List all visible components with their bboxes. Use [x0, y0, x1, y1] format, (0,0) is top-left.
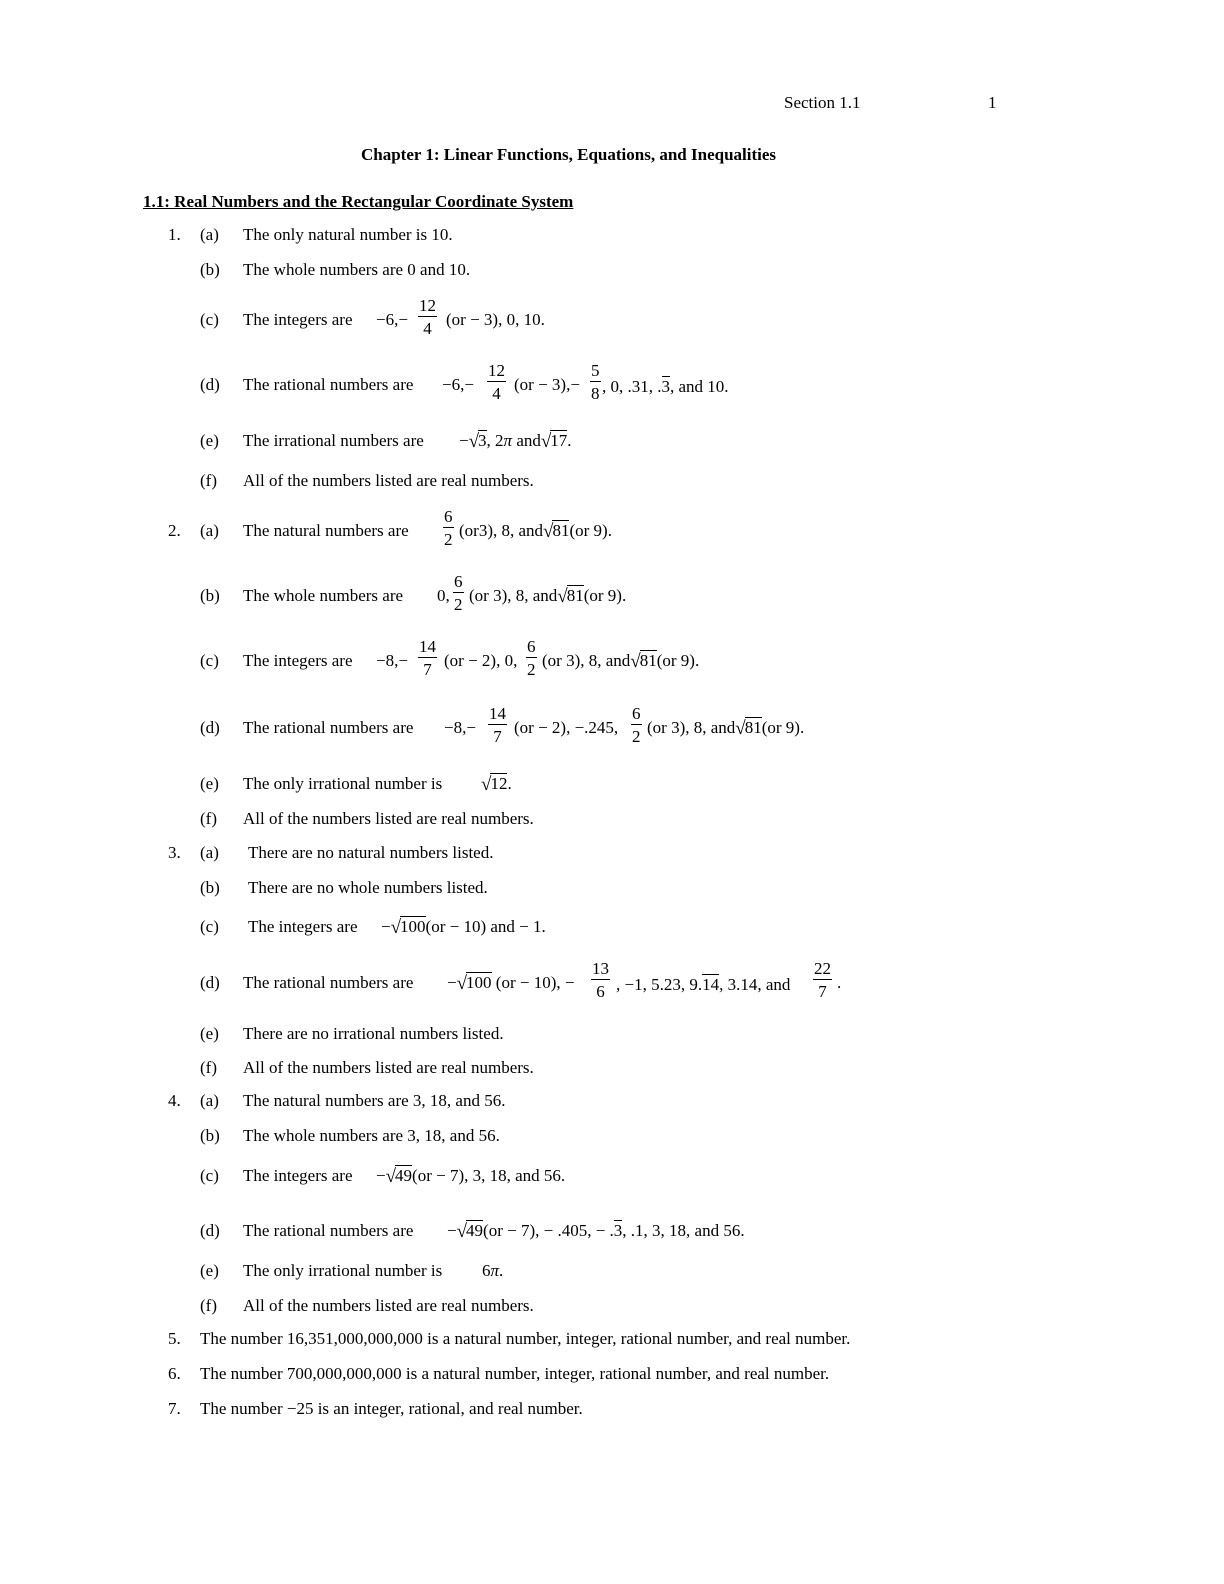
answer-lead: The irrational numbers are — [243, 431, 424, 450]
fraction-numerator: 22 — [814, 959, 831, 978]
fraction-denominator: 4 — [487, 381, 506, 402]
fraction-denominator: 6 — [591, 979, 610, 1000]
answer-text: The only natural number is 10. — [243, 225, 453, 244]
fraction — [813, 960, 832, 1000]
answer-text: The natural numbers are 3, 18, and 56. — [243, 1091, 506, 1110]
answer-text: All of the numbers listed are real numbers. — [243, 809, 534, 828]
answer-lead: The integers are — [243, 1166, 353, 1185]
part-label: (b) — [200, 1126, 220, 1145]
answer-lead: The rational numbers are — [243, 718, 414, 737]
square-root: √81 — [735, 718, 762, 739]
fraction — [526, 638, 537, 678]
answer-lead: The rational numbers are — [243, 1221, 414, 1240]
answer-text: There are no whole numbers listed. — [248, 878, 488, 897]
problem-number: 6. — [168, 1364, 181, 1383]
math-expression: √12. — [481, 774, 512, 795]
part-label: (f) — [200, 1296, 217, 1315]
part-label: (c) — [200, 651, 219, 670]
square-root: √49 — [456, 1221, 484, 1242]
fraction-numerator: 13 — [592, 959, 609, 978]
math-expression: −√49(or − 7), − .405, − .3, .1, 3, 18, and 56. — [447, 1221, 745, 1242]
math-text: 0, — [437, 586, 450, 605]
part-label: (a) — [200, 521, 219, 540]
fraction-denominator: 2 — [443, 527, 454, 548]
part-label: (f) — [200, 471, 217, 490]
answer-text: All of the numbers listed are real numbers. — [243, 1296, 534, 1315]
problem-number: 2. — [168, 521, 181, 540]
math-text: (or − 2), −.245, — [514, 718, 619, 737]
fraction — [631, 705, 642, 745]
part-label: (d) — [200, 973, 220, 992]
fraction-numerator: 14 — [489, 704, 506, 723]
answer-lead: The integers are — [243, 310, 353, 329]
math-expression: (or3), 8, and√81(or 9). — [459, 521, 612, 542]
problem-6-text: The number 700,000,000,000 is a natural number, integer, rational number, and real number. — [200, 1364, 830, 1383]
part-label: (c) — [200, 1166, 219, 1185]
answer-lead: The only irrational number is — [243, 774, 443, 793]
square-root: √17 — [540, 431, 568, 452]
math-text: −6,− — [442, 375, 474, 394]
problem-7-text: The number −25 is an integer, rational, and real number. — [200, 1399, 583, 1418]
part-label: (b) — [200, 260, 220, 279]
fraction — [590, 362, 601, 402]
square-root: √81 — [557, 586, 584, 607]
fraction-numerator: 5 — [591, 361, 600, 380]
answer-lead: The rational numbers are — [243, 375, 414, 394]
fraction — [443, 508, 454, 548]
part-label: (d) — [200, 1221, 220, 1240]
part-label: (a) — [200, 225, 219, 244]
part-label: (c) — [200, 310, 219, 329]
fraction-denominator: 2 — [526, 657, 537, 678]
section-title: 1.1: Real Numbers and the Rectangular Coordinate System — [143, 192, 574, 211]
answer-text: The whole numbers are 0 and 10. — [243, 260, 471, 279]
repeating-bar: 3 — [661, 377, 670, 396]
answer-text: There are no natural numbers listed. — [248, 843, 494, 862]
fraction-denominator: 7 — [488, 724, 507, 745]
fraction-numerator: 6 — [454, 572, 463, 591]
answer-text: All of the numbers listed are real numbers. — [243, 1058, 534, 1077]
fraction-denominator: 8 — [590, 381, 601, 402]
math-expression: −√100(or − 10) and − 1. — [381, 917, 546, 938]
math-text: −8,− — [376, 651, 408, 670]
answer-lead: The integers are — [248, 917, 358, 936]
math-expression: −√3, 2π and√17. — [459, 431, 572, 452]
running-header-section: Section 1.1 — [784, 93, 861, 112]
fraction-numerator: 6 — [527, 637, 536, 656]
math-text: . — [837, 973, 842, 992]
fraction-denominator: 7 — [418, 657, 437, 678]
math-text: (or − 3), 0, 10. — [446, 310, 545, 329]
answer-lead: The only irrational number is — [243, 1261, 443, 1280]
part-label: (d) — [200, 375, 220, 394]
math-text: (or − 3),− — [514, 375, 580, 394]
part-label: (c) — [200, 917, 219, 936]
math-text: −6,− — [376, 310, 408, 329]
square-root: √100 — [390, 917, 426, 938]
square-root: √3 — [468, 431, 487, 452]
math-expression: (or 3), 8, and√81(or 9). — [469, 586, 627, 607]
part-label: (b) — [200, 586, 220, 605]
square-root: √49 — [385, 1166, 413, 1187]
square-root: √100 — [456, 973, 492, 994]
square-root: √12 — [481, 774, 508, 795]
fraction — [418, 638, 437, 678]
fraction — [453, 573, 464, 613]
fraction-denominator: 2 — [453, 592, 464, 613]
fraction — [487, 362, 506, 402]
math-expression: (or 3), 8, and√81(or 9). — [647, 718, 805, 739]
math-expression: −√49(or − 7), 3, 18, and 56. — [376, 1166, 566, 1187]
fraction-denominator: 7 — [813, 979, 832, 1000]
chapter-title: Chapter 1: Linear Functions, Equations, and Inequalities — [361, 145, 777, 164]
math-text: , −1, 5.23, 9.14, 3.14, and — [616, 975, 791, 994]
fraction-denominator: 4 — [418, 316, 437, 337]
problem-number: 3. — [168, 843, 181, 862]
part-label: (d) — [200, 718, 220, 737]
fraction-numerator: 12 — [488, 361, 505, 380]
answer-text: The whole numbers are 3, 18, and 56. — [243, 1126, 500, 1145]
problem-5-text: The number 16,351,000,000,000 is a natural number, integer, rational number, and real number. — [200, 1329, 851, 1348]
math-text: , 0, .31, .3, and 10. — [602, 377, 729, 396]
answer-lead: The integers are — [243, 651, 353, 670]
answer-lead: The whole numbers are — [243, 586, 404, 605]
part-label: (a) — [200, 1091, 219, 1110]
fraction-numerator: 14 — [419, 637, 436, 656]
problem-number: 4. — [168, 1091, 181, 1110]
fraction — [418, 297, 437, 337]
page-number: 1 — [988, 93, 997, 112]
answer-lead: The natural numbers are — [243, 521, 409, 540]
part-label: (e) — [200, 774, 219, 793]
fraction-numerator: 6 — [632, 704, 641, 723]
problem-number: 1. — [168, 225, 181, 244]
math-expression: (or 3), 8, and√81(or 9). — [542, 651, 700, 672]
part-label: (e) — [200, 1024, 219, 1043]
part-label: (a) — [200, 843, 219, 862]
math-text: −8,− — [444, 718, 476, 737]
fraction-numerator: 12 — [419, 296, 436, 315]
square-root: √81 — [543, 521, 570, 542]
part-label: (e) — [200, 431, 219, 450]
math-expression: 6π. — [482, 1261, 504, 1280]
fraction-denominator: 2 — [631, 724, 642, 745]
repeating-bar: 14 — [702, 975, 720, 994]
part-label: (f) — [200, 1058, 217, 1077]
part-label: (b) — [200, 878, 220, 897]
problem-number: 7. — [168, 1399, 181, 1418]
answer-text: There are no irrational numbers listed. — [243, 1024, 504, 1043]
problem-number: 5. — [168, 1329, 181, 1348]
part-label: (f) — [200, 809, 217, 828]
answer-text: All of the numbers listed are real numbers. — [243, 471, 534, 490]
part-label: (e) — [200, 1261, 219, 1280]
fraction-numerator: 6 — [444, 507, 453, 526]
fraction — [591, 960, 610, 1000]
fraction — [488, 705, 507, 745]
math-expression: −√100 (or − 10), − — [447, 973, 575, 994]
square-root: √81 — [630, 651, 657, 672]
math-text: (or − 2), 0, — [444, 651, 518, 670]
repeating-bar: 3 — [613, 1221, 623, 1240]
answer-lead: The rational numbers are — [243, 973, 414, 992]
